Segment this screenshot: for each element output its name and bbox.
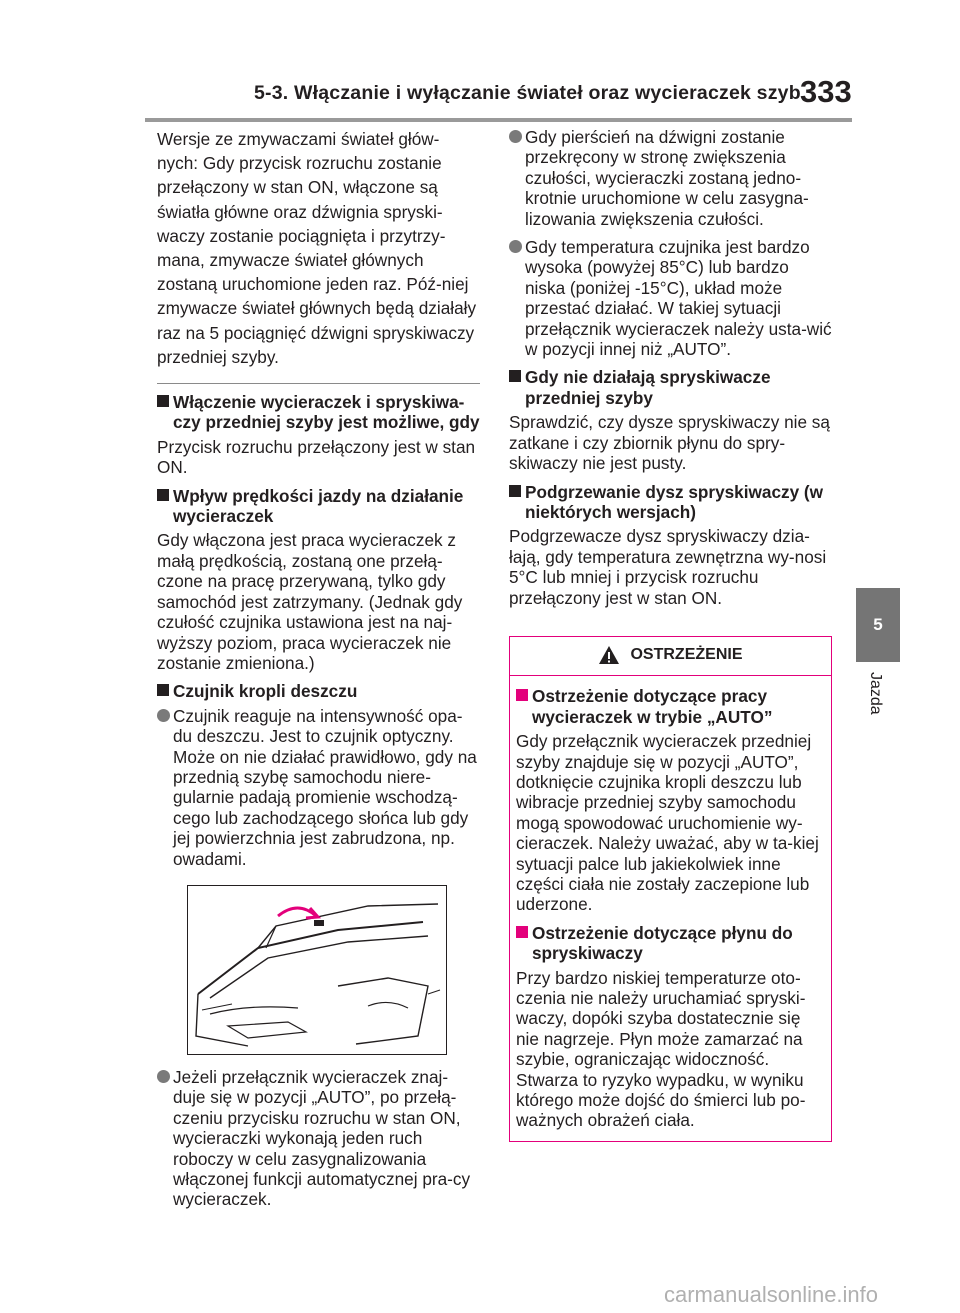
square-bullet-icon: [509, 485, 521, 497]
warning-header: [510, 637, 831, 676]
warning-subheading: [516, 686, 825, 727]
square-bullet-icon: [157, 489, 169, 501]
separator: [157, 383, 480, 384]
watermark: carmanualsonline.info: [664, 1282, 879, 1307]
paragraph: Sprawdzić, czy dysze spryskiwaczy nie są zatkane i czy zbiornik płynu do spry-skiwaczy nie jest pusty.: [509, 412, 830, 474]
subheading-text: Włączenie wycieraczek i spryskiwa-czy przedniej szyby jest możliwe, gdy: [173, 392, 480, 433]
warning-title: OSTRZEŻENIE: [630, 645, 743, 663]
round-bullet-icon: [509, 130, 522, 143]
header-rule: [145, 118, 852, 122]
bullet-item: [509, 237, 832, 359]
bullet-text: Gdy temperatura czujnika jest bardzo wysoka (powyżej 85°C) lub bardzo niska (poniżej -15°C), układ może przestać działać. W takiej sytuacji przełącznik wycieraczek należy usta-wić w pozycji innej niż „AUTO”.: [525, 237, 832, 360]
paragraph: Podgrzewacze dysz spryskiwaczy dzia-łają, gdy temperatura zewnętrzna wy-nosi 5°C lub mniej i przycisk rozruchu przełączony jest w stan ON.: [509, 526, 827, 608]
chapter-label: Jazda: [867, 672, 884, 715]
rain-sensor-illustration: [187, 885, 447, 1055]
square-bullet-icon: [157, 684, 169, 696]
subheading: [157, 392, 480, 433]
chapter-tab[interactable]: [856, 588, 900, 662]
section-title: 5-3. Włączanie i wyłączanie świateł oraz wycieraczek szyb: [254, 82, 801, 104]
paragraph: Gdy włączona jest praca wycieraczek z małą prędkością, zostaną one przełą-czone na pracę przerywaną, tylko gdy samochód jest zatrzymany. (Jednak gdy czułość czujnika ustawiona jest na naj-wyższy poziom, praca wycieraczek nie zostanie zmieniona.): [157, 530, 463, 673]
square-bullet-icon: [516, 689, 528, 701]
bullet-text: Gdy pierścień na dźwigni zostanie przekręcony w stronę zwiększenia czułości, wycieraczki zostaną jedno-krotnie uruchomione w celu zasygna-lizowania zwiększenia czułości.: [525, 127, 809, 229]
subheading: [157, 486, 480, 527]
round-bullet-icon: [509, 240, 522, 253]
subheading: [157, 681, 480, 701]
bullet-item: [509, 127, 832, 229]
intro-paragraph: Wersje ze zmywaczami świateł głów-nych: Gdy przycisk rozruchu zostanie przełączony w stan ON, włączone są światła główne oraz dźwignia spryski-waczy zostanie pociągnięta i przytrzy-mana, zmywacze świateł głównych zostaną uruchomione jeden raz. Póź-niej zmywacze świateł głównych będą działały raz na 5 pociągnięć dźwigni spryskiwaczy przedniej szyby.: [157, 129, 477, 367]
square-bullet-icon: [157, 395, 169, 407]
bullet-text: Czujnik reaguje na intensywność opa-du deszczu. Jest to czujnik optyczny. Może on nie działać prawidłowo, gdy na przednią szybę samochodu niere-gularnie padają promienie wschodzą-cego lub zachodzącego słońca lub gdy jej powierzchnia jest zabrudzona, np. owadami.: [173, 705, 477, 869]
bullet-text: Jeżeli przełącznik wycieraczek znaj-duje się w pozycji „AUTO”, po przełą-czeniu przycisku rozruchu w stan ON, wycieraczki wykonają jeden ruch roboczy w celu zasygnalizowania włączonej funkcji automatycznej pra-cy wycieraczek.: [173, 1066, 471, 1210]
subheading-text: Ostrzeżenie dotyczące pracy wycieraczek w trybie „AUTO”: [532, 686, 773, 727]
bullet-item: [157, 1067, 480, 1210]
left-column: [157, 127, 480, 1218]
subheading-text: Wpływ prędkości jazdy na działanie wycieraczek: [173, 485, 464, 527]
right-column: [509, 127, 832, 1142]
subheading-text: Podgrzewanie dysz spryskiwaczy (w niektórych wersjach): [525, 481, 824, 522]
square-bullet-icon: [509, 370, 521, 382]
subheading: [509, 367, 832, 408]
subheading-text: Czujnik kropli deszczu: [173, 681, 358, 702]
warning-triangle-icon: [598, 645, 620, 665]
warning-box: [509, 636, 832, 1142]
subheading-text: Ostrzeżenie dotyczące płynu do spryskiwaczy: [532, 922, 793, 964]
chapter-number: 5: [873, 615, 883, 634]
subheading-text: Gdy nie działają spryskiwacze przedniej szyby: [525, 367, 771, 408]
warning-subheading: [516, 923, 825, 964]
square-bullet-icon: [516, 926, 528, 938]
round-bullet-icon: [157, 1070, 170, 1083]
round-bullet-icon: [157, 709, 170, 722]
car-windshield-drawing: [188, 886, 446, 1054]
page-number: 333: [800, 74, 852, 109]
paragraph: Przycisk rozruchu przełączony jest w stan ON.: [157, 436, 476, 478]
subheading: [509, 482, 832, 523]
bullet-item: [157, 706, 480, 869]
warning-paragraph: Gdy przełącznik wycieraczek przedniej szyby znajduje się w pozycji „AUTO”, dotknięcie czujnika kropli deszczu lub wibracje przedniej szyby samochodu mogą spowodować uruchomienie wy-cieraczek. Należy uważać, aby w ta-kiej sytuacji palce lub jakiekolwiek inne części ciała nie zostały zaczepione lub uderzone.: [516, 731, 819, 915]
warning-paragraph: Przy bardzo niskiej temperaturze oto-czenia nie należy uruchamiać spryski-waczy, dopóki szyba dostatecznie się nie nagrzeje. Płyn może zamarzać na szybie, ograniczając widoczność. Stwarza to ryzyko wypadku, w wyniku którego może dojść do śmierci lub po-ważnych obrażeń ciała.: [516, 967, 806, 1131]
